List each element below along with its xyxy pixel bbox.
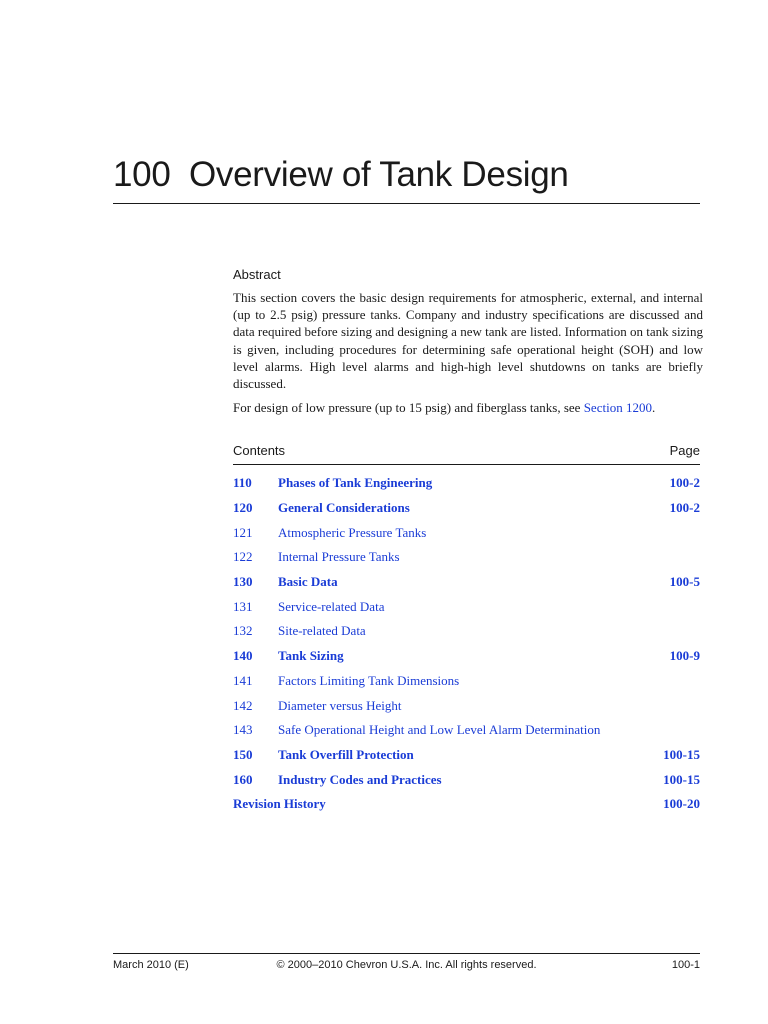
toc-item-page: 100-2	[669, 475, 700, 491]
toc-item-title: Industry Codes and Practices	[278, 771, 442, 787]
toc-item-number: 160	[233, 771, 253, 787]
footer-copyright: © 2000–2010 Chevron U.S.A. Inc. All rights reserved.	[276, 959, 537, 971]
toc-item-number: 142	[233, 697, 253, 713]
toc-item-130[interactable]	[233, 570, 700, 595]
toc-item-page: 100-2	[669, 500, 700, 516]
toc-item-title: Revision History	[233, 796, 326, 812]
footer-date: March 2010 (E)	[113, 959, 189, 971]
toc-item-title: Diameter versus Height	[278, 697, 402, 713]
toc-item-title: Safe Operational Height and Low Level Alarm Determination	[278, 722, 601, 738]
toc-item-title: Factors Limiting Tank Dimensions	[278, 672, 460, 688]
footer-page-number: 100-1	[671, 959, 700, 971]
toc-item-number: 140	[233, 648, 253, 664]
toc-item-122[interactable]	[233, 545, 700, 570]
toc-item-number: 143	[233, 722, 253, 738]
toc-item-revision-history[interactable]	[233, 792, 700, 817]
contents-page-heading: Page	[669, 443, 700, 458]
toc-item-number: 132	[233, 623, 253, 639]
section-number: 100	[113, 155, 171, 194]
abstract-note-prefix: For design of low pressure (up to 15 psig) and fiberglass tanks, see	[233, 400, 584, 415]
toc-item-page: 100-15	[663, 771, 700, 787]
toc-item-title: Tank Overfill Protection	[278, 746, 414, 762]
toc-item-title: Basic Data	[278, 574, 338, 590]
toc-item-title: Internal Pressure Tanks	[278, 549, 400, 565]
toc-item-131[interactable]	[233, 594, 700, 619]
toc-item-number: 130	[233, 574, 253, 590]
title-divider	[113, 203, 700, 204]
abstract-note-suffix: .	[651, 400, 656, 415]
toc-item-title: Tank Sizing	[278, 648, 344, 664]
abstract-heading: Abstract	[233, 267, 281, 282]
toc-item-140[interactable]	[233, 644, 700, 669]
toc-item-number: 110	[233, 475, 252, 491]
toc-item-number: 120	[233, 500, 253, 516]
toc-item-title: Phases of Tank Engineering	[278, 475, 433, 491]
toc-item-110[interactable]	[233, 471, 700, 496]
toc-item-title: Site-related Data	[278, 623, 366, 639]
section-1200-link[interactable]: Section 1200	[583, 400, 652, 415]
toc-item-page: 100-20	[663, 796, 700, 812]
toc-item-142[interactable]	[233, 693, 700, 718]
toc-item-132[interactable]	[233, 619, 700, 644]
toc-item-title: Service-related Data	[278, 598, 385, 614]
toc-item-page: 100-5	[669, 574, 700, 590]
toc-item-page: 100-15	[663, 746, 700, 762]
toc-item-number: 121	[233, 524, 253, 540]
toc-item-121[interactable]	[233, 520, 700, 545]
toc-item-number: 141	[233, 672, 253, 688]
toc-item-160[interactable]	[233, 767, 700, 792]
toc-item-120[interactable]	[233, 496, 700, 521]
toc-item-title: General Considerations	[278, 500, 410, 516]
toc-item-143[interactable]	[233, 718, 700, 743]
toc-item-number: 150	[233, 746, 253, 762]
contents-header	[233, 443, 700, 458]
abstract-note	[233, 399, 703, 416]
footer-divider	[113, 953, 700, 954]
toc-item-number: 122	[233, 549, 253, 565]
toc-item-number: 131	[233, 598, 253, 614]
contents-heading: Contents	[233, 443, 286, 458]
toc-item-141[interactable]	[233, 669, 700, 694]
contents-divider	[233, 464, 700, 465]
toc-item-page: 100-9	[669, 648, 700, 664]
section-title: Overview of Tank Design	[189, 155, 569, 194]
page-title	[113, 150, 569, 200]
toc-item-150[interactable]	[233, 743, 700, 768]
table-of-contents	[233, 471, 700, 817]
abstract-body: This section covers the basic design requirements for atmospheric, external, and internal (up to 2.5 psig) pressure tanks. Company and industry specifications are discussed and data required before sizing and designing a new tank are listed. Information on tank sizing is given, including procedures for determining safe operational height (SOH) and low level alarms. High level alarms and high-high level shutdowns on tanks are briefly discussed.	[233, 290, 703, 392]
toc-item-title: Atmospheric Pressure Tanks	[278, 524, 427, 540]
